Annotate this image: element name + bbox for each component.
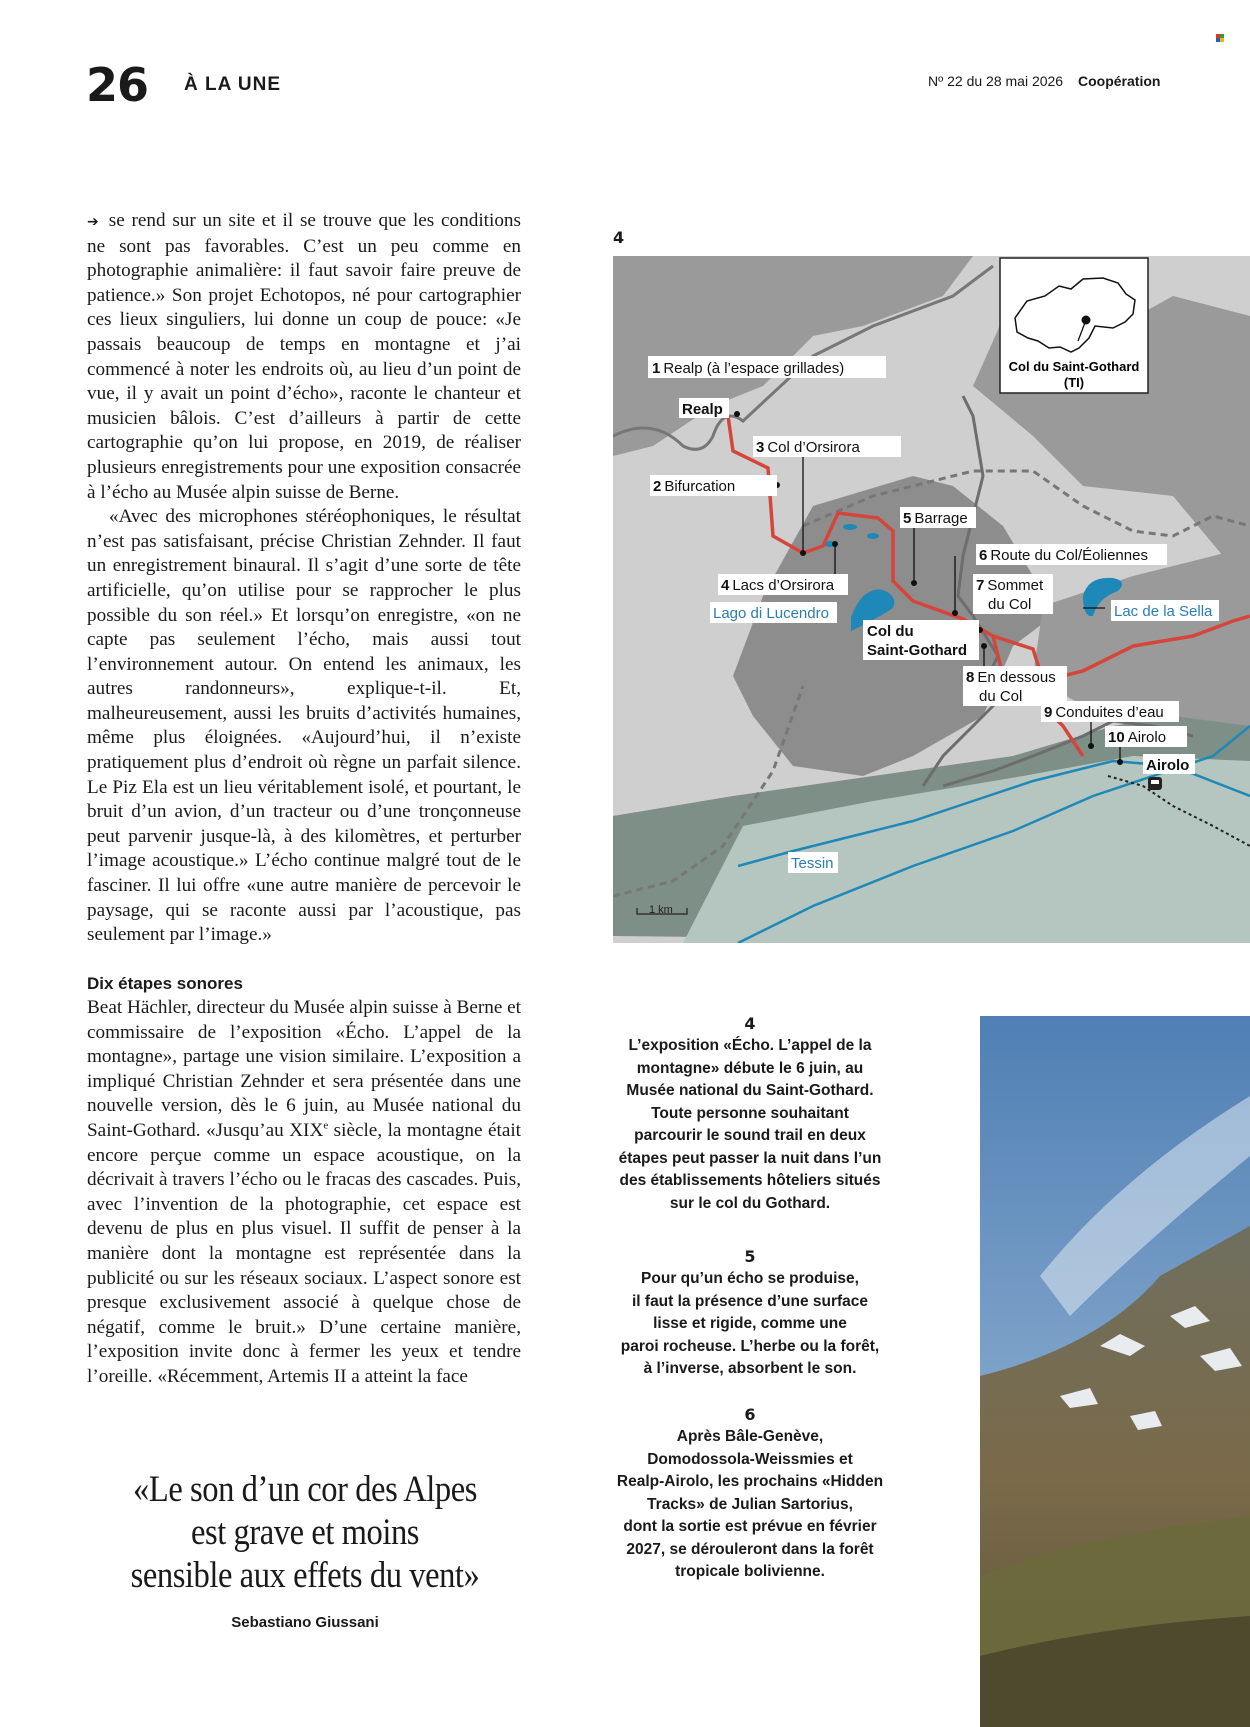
caption-4: 4 L’exposition «Écho. L’appel de la montagne» débute le 6 juin, au Musée national du Saint-Gothard. Toute personne souhaitant parcourir le sound trail en deux étapes peut passer la nuit dans l’un des établissements hôteliers situés sur le col du Gothard. xyxy=(618,1014,882,1212)
paragraph: ➔ se rend sur un site et il se trouve que les conditions ne sont pas favorables. C’est un peu comme en photographie animalière: il faut savoir faire preuve de patience.» Son projet Echotopos, né pour cartographier ces lieux singuliers, lui donne un coup de pouce: «Je passais beaucoup de temps en montagne et j’ai commencé à noter les endroits où, au lieu d’un point de vue, il y avait un point d’écho», raconte le chanteur et musicien bâlois. C’est d’ailleurs à partir de cette cartographie qu’on lui propose, en 2019, de réaliser plusieurs enregistrements pour une exposition consacrée à l’écho au Musée alpin suisse de Berne. xyxy=(87,210,521,503)
svg-text:Tessin: Tessin xyxy=(791,855,834,872)
stop-label-9 xyxy=(1041,701,1179,722)
water-label-tessin xyxy=(788,852,838,873)
mountain-photo xyxy=(980,1016,1250,1727)
brand-logo-icon xyxy=(1216,34,1224,42)
svg-text:1 km: 1 km xyxy=(649,904,673,916)
paragraph: «Avec des microphones stéréophoniques, le résultat n’est pas satisfaisant, précise Christian Zehnder. Il faut un enregistrement binaural. Il s’agit d’une sorte de tête artificielle, qu’on utilise pour se rapprocher le plus possible du son réel.» Et lorsqu’on enregistre, «on ne capte pas seulement l’écho, mais aussi tout l’environnement autour. On entend les animaux, les autres randonneurs», explique-t-il. Et, malheureusement, aussi les bruits d’activités humaines, même plus éloignées. «Aujourd’hui, il n’existe pratiquement plus d’endroit où règne un parfait silence. Le Piz Ela est un lieu véritablement isolé, et pourtant, le bruit d’un avion, d’un tracteur ou d’une tronçonneuse peut parvenir jusque-là, à des kilomètres, et perturber l’image acoustique.» L’écho continue malgré tout de le fasciner. Il lui offre «une autre manière de percevoir le paysage, qui se raconte aussi par l’acoustique, pas seulement par l’image.» xyxy=(87,506,521,946)
stop-label-10 xyxy=(1105,726,1187,747)
svg-text:(TI): (TI) xyxy=(1063,375,1085,390)
article-column-1 xyxy=(87,209,521,948)
water-label-sella xyxy=(1111,600,1219,621)
issue-date: Nº 22 du 28 mai 2026 xyxy=(928,73,1064,89)
train-station-icon xyxy=(1148,777,1162,790)
stop-marker xyxy=(734,411,740,417)
map-canvas xyxy=(613,256,1250,943)
svg-text:4Lacs d’Orsirora: 4 Lacs d’Orsirora xyxy=(721,577,835,594)
water-label-lucendro xyxy=(710,602,837,623)
quote-author: Sebastiano Giussani xyxy=(231,1614,379,1631)
svg-text:1Realp (à l’espace grillades): 1 Realp (à l’espace grillades) xyxy=(652,360,845,377)
svg-text:Col du: Col du xyxy=(867,623,914,640)
lake-orsirora xyxy=(867,533,879,539)
publication-name: Coopération xyxy=(1078,73,1161,89)
svg-text:2Bifurcation: 2 Bifurcation xyxy=(653,478,736,495)
svg-text:6Route du Col/Éoliennes: 6 Route du Col/Éoliennes xyxy=(979,547,1148,564)
section-title: À LA UNE xyxy=(184,74,282,95)
place-label-airolo xyxy=(1143,754,1195,774)
stop-label-2 xyxy=(650,475,777,496)
svg-text:Lac de la Sella: Lac de la Sella xyxy=(1114,603,1213,620)
article-column-2 xyxy=(87,996,521,1390)
stop-label-3 xyxy=(753,436,901,457)
place-label-realp xyxy=(679,398,729,418)
svg-text:du Col: du Col xyxy=(988,596,1032,613)
paragraph: Beat Hächler, directeur du Musée alpin suisse à Berne et commissaire de l’exposition «Écho. L’appel de la montagne», partage une vision similaire. L’exposition a impliqué Christian Zehnder et sera présentée dans une nouvelle version, dès le 6 juin, au Musée national du Saint-Gothard. «Jusqu’au XIXe siècle, la montagne était encore perçue comme un espace acoustique, on la décrivait à travers l’écho ou le fracas des cascades. Puis, avec l’invention de la photographie, cet espace est devenu de plus en plus visuel. Il suffit de penser à la manière dont la montagne est représentée dans la publicité ou sur les réseaux sociaux. L’aspect sonore est presque exclusivement associé à quelque chose de négatif, comme le bruit.» D’une certaine manière, l’exposition invite donc à fermer les yeux et tendre l’oreille. «Récemment, Artemis II a atteint la face xyxy=(87,997,521,1387)
map-number: 4 xyxy=(613,228,625,247)
svg-text:Saint-Gothard: Saint-Gothard xyxy=(867,642,967,659)
svg-text:9Conduites d’eau: 9 Conduites d’eau xyxy=(1044,704,1164,721)
svg-text:Airolo: Airolo xyxy=(1146,757,1190,774)
svg-text:Lago di Lucendro: Lago di Lucendro xyxy=(713,605,829,622)
svg-text:10Airolo: 10 Airolo xyxy=(1108,729,1167,746)
svg-text:7Sommet: 7 Sommet xyxy=(976,577,1044,594)
svg-text:Realp: Realp xyxy=(682,401,723,418)
page-number: 26 xyxy=(86,58,149,112)
stop-label-8 xyxy=(963,666,1067,706)
stop-label-7 xyxy=(973,574,1053,614)
stop-label-4 xyxy=(718,574,848,595)
stop-label-5 xyxy=(900,507,976,528)
stop-label-6 xyxy=(976,544,1167,565)
pull-quote: «Le son d’un cor des Alpes est grave et moins sensible aux effets du vent» xyxy=(130,1469,480,1596)
continuation-arrow-icon: ➔ xyxy=(87,214,99,230)
svg-text:8En dessous: 8 En dessous xyxy=(966,669,1056,686)
inset-switzerland-map xyxy=(1000,258,1148,393)
svg-text:3Col d’Orsirora: 3 Col d’Orsirora xyxy=(756,439,860,456)
caption-6: 6 Après Bâle-Genève, Domodossola-Weissmies et Realp-Airolo, les prochains «Hidden Tracks» de Julian Sartorius, dont la sortie est prévue en février 2027, se dérouleront dans la forêt tropicale bolivienne. xyxy=(616,1405,884,1580)
lake-orsirora xyxy=(843,524,857,530)
photo-landscape xyxy=(980,1016,1250,1727)
svg-text:Col du Saint-Gothard: Col du Saint-Gothard xyxy=(1008,359,1140,374)
svg-text:5Barrage: 5 Barrage xyxy=(903,510,968,527)
route-map xyxy=(613,256,1250,943)
caption-5: 5 Pour qu’un écho se produise, il faut la présence d’une surface lisse et rigide, comme une paroi rocheuse. L’herbe ou la forêt, à l’inverse, absorbent le son. xyxy=(620,1247,880,1377)
svg-text:du Col: du Col xyxy=(979,688,1023,705)
pass-label xyxy=(863,620,979,660)
stop-label-1 xyxy=(648,356,886,378)
subheading: Dix étapes sonores xyxy=(87,974,243,993)
